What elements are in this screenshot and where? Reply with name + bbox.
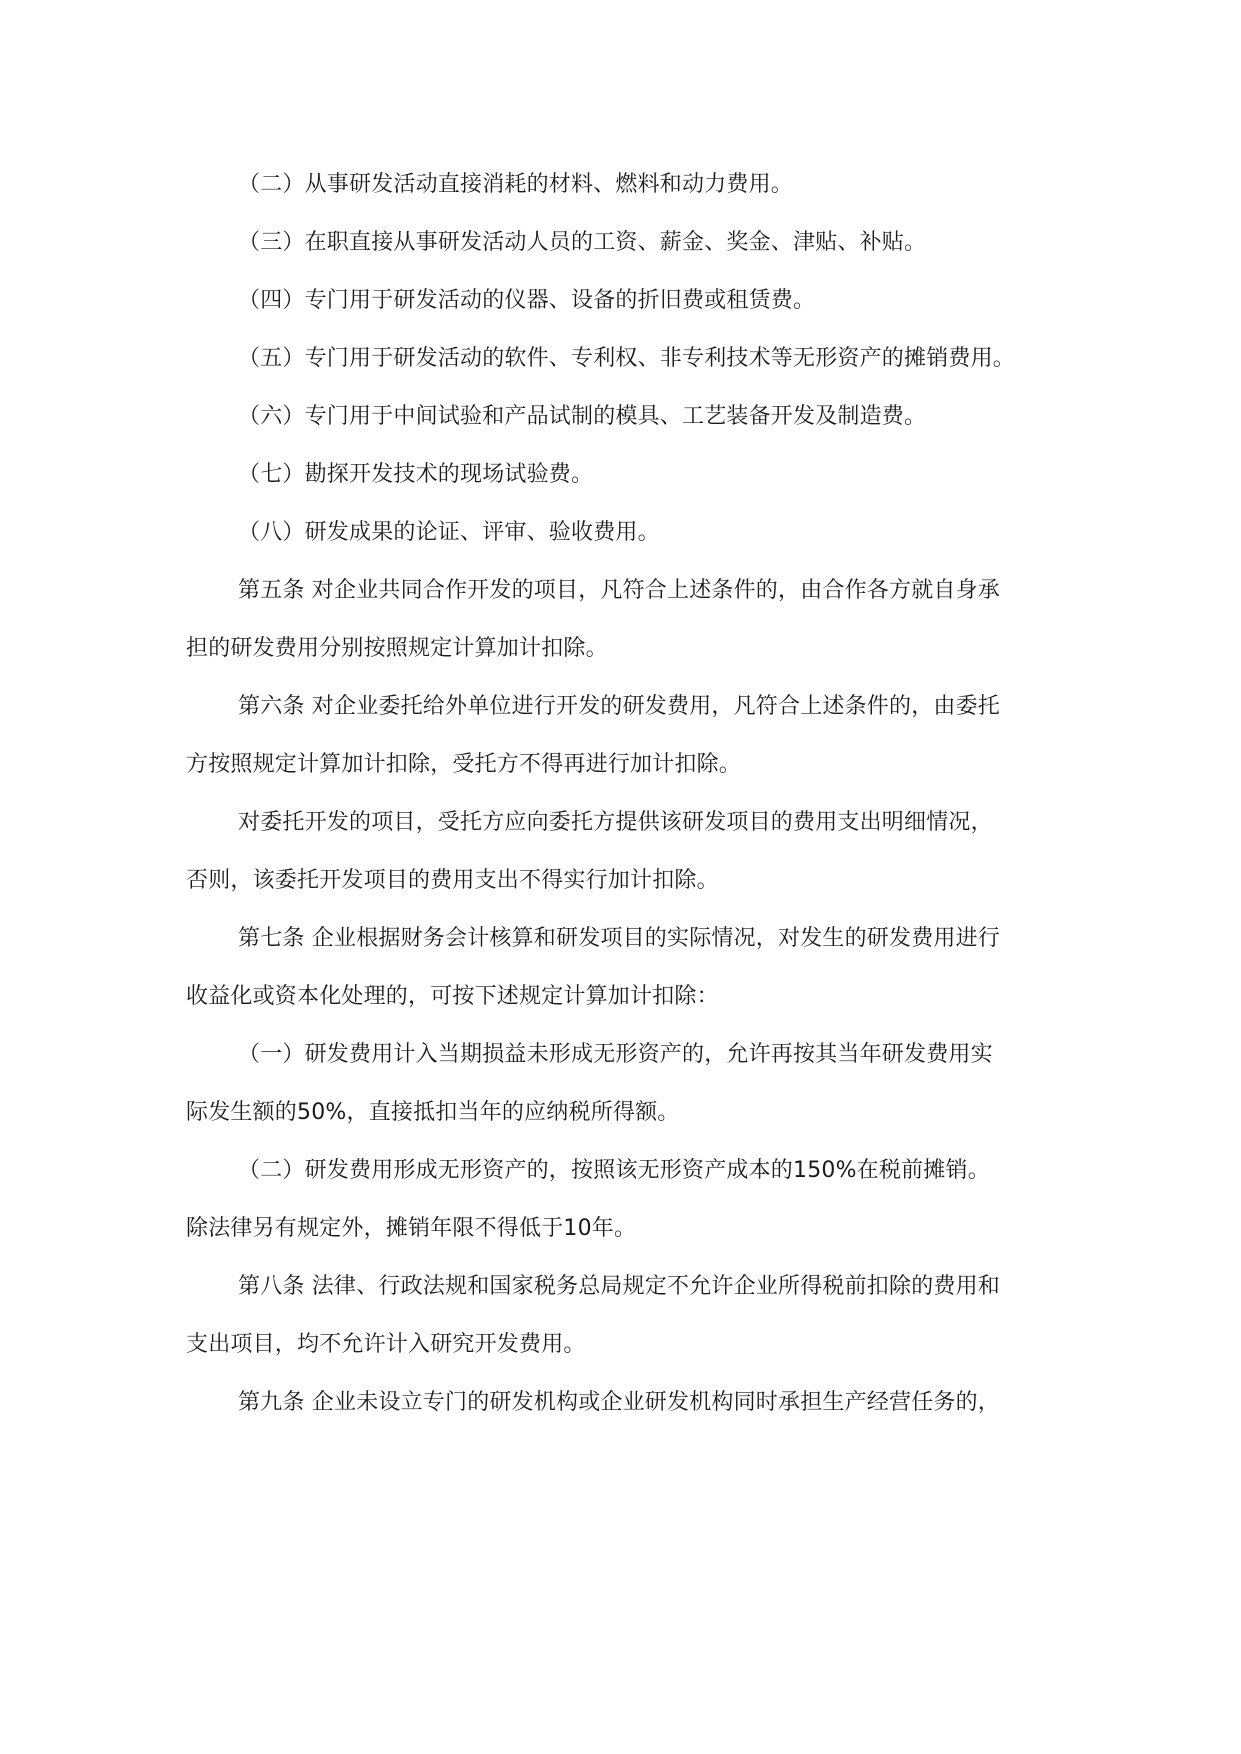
article-7-line-2: 收益化或资本化处理的，可按下述规定计算加计扣除： [186,984,719,1009]
article-6-line-2: 方按照规定计算加计扣除，受托方不得再进行加计扣除。 [186,752,742,777]
article-6-line-1: 第六条 对企业委托给外单位进行开发的研发费用，凡符合上述条件的，由委托 [238,694,1000,719]
clause-item-2: （二）从事研发活动直接消耗的材料、燃料和动力费用。 [238,172,794,197]
clause-item-8: （八）研发成果的论证、评审、验收费用。 [238,520,660,545]
clause-item-7: （七）勘探开发技术的现场试验费。 [238,462,594,487]
article-9-line-1: 第九条 企业未设立专门的研发机构或企业研发机构同时承担生产经营任务的， [238,1390,1000,1415]
article-7-item-2-line-1: （二）研发费用形成无形资产的，按照该无形资产成本的150%在税前摊销。 [238,1158,990,1183]
article-7-line-1: 第七条 企业根据财务会计核算和研发项目的实际情况，对发生的研发费用进行 [238,926,1000,951]
clause-item-3: （三）在职直接从事研发活动人员的工资、薪金、奖金、津贴、补贴。 [238,230,927,255]
article-7-item-1-line-2: 际发生额的50%，直接抵扣当年的应纳税所得额。 [186,1100,680,1125]
clause-item-5: （五）专门用于研发活动的软件、专利权、非专利技术等无形资产的摊销费用。 [238,346,1016,371]
clause-item-6: （六）专门用于中间试验和产品试制的模具、工艺装备开发及制造费。 [238,404,927,429]
article-6-para-2-line-2: 否则，该委托开发项目的费用支出不得实行加计扣除。 [186,868,719,893]
article-5-line-1: 第五条 对企业共同合作开发的项目，凡符合上述条件的，由合作各方就自身承 [238,578,1000,603]
article-7-item-2-line-2: 除法律另有规定外，摊销年限不得低于10年。 [186,1216,637,1241]
clause-item-4: （四）专门用于研发活动的仪器、设备的折旧费或租赁费。 [238,288,816,313]
article-8-line-1: 第八条 法律、行政法规和国家税务总局规定不允许企业所得税前扣除的费用和 [238,1274,1000,1299]
article-7-item-1-line-1: （一）研发费用计入当期损益未形成无形资产的，允许再按其当年研发费用实 [238,1042,993,1067]
article-6-para-2-line-1: 对委托开发的项目，受托方应向委托方提供该研发项目的费用支出明细情况， [238,810,993,835]
article-5-line-2: 担的研发费用分别按照规定计算加计扣除。 [186,636,608,661]
article-8-line-2: 支出项目，均不允许计入研究开发费用。 [186,1332,586,1357]
